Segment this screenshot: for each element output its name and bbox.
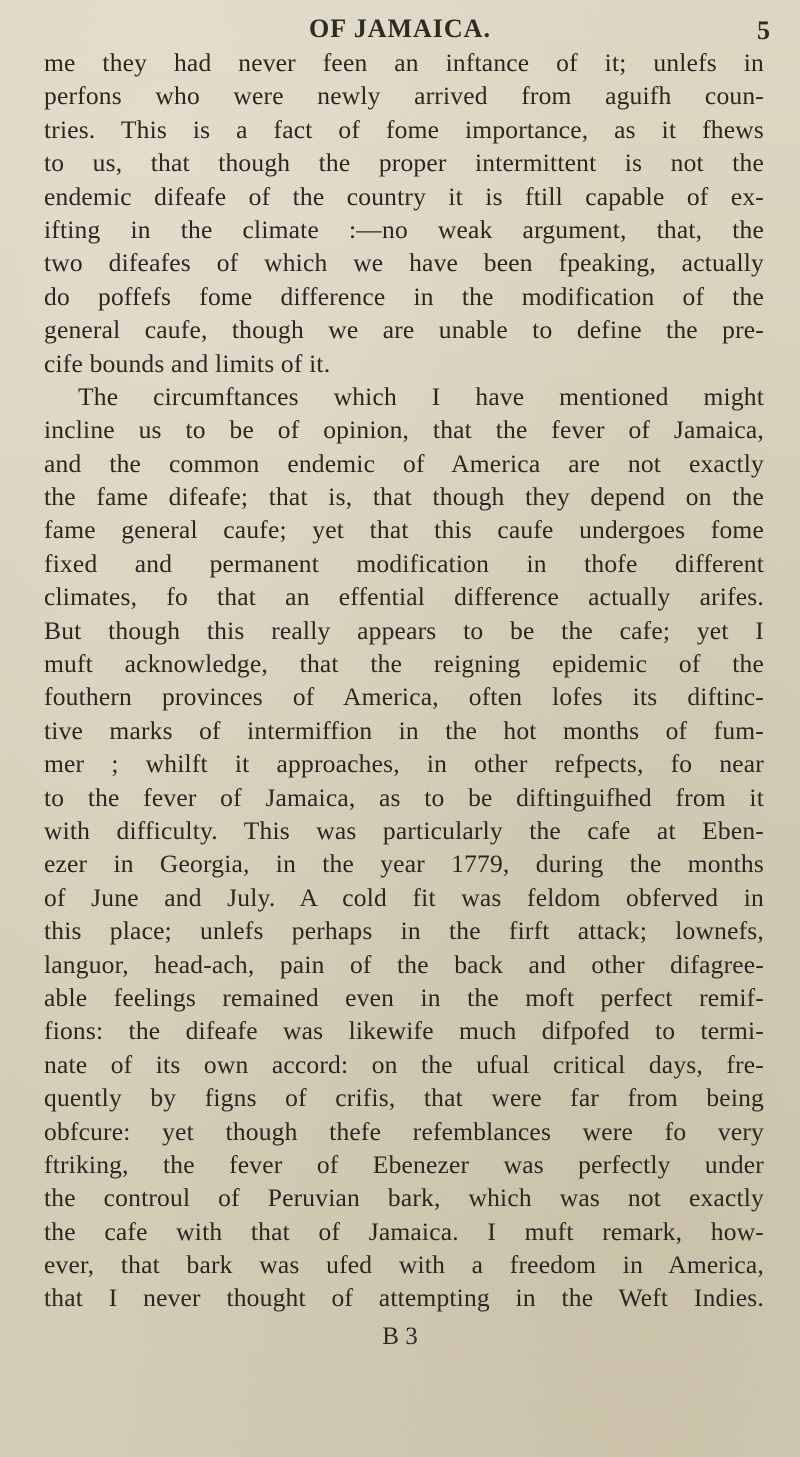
text-line: quently by figns of crifis, that were far from being: [44, 1083, 764, 1113]
text-line: But though this really appears to be the cafe; yet I: [44, 615, 764, 645]
text-line: to us, that though the proper intermittent is not the: [44, 148, 764, 178]
text-line: tries. This is a fact of fome importance, as it fhews: [44, 114, 764, 144]
text-line: fouthern provinces of America, often lofes its diftinc-: [44, 682, 764, 712]
text-line: mer ; whilft it approaches, in other refpects, fo near: [44, 749, 764, 779]
text-line: fions: the difeafe was likewife much difpofed to termi-: [44, 1016, 764, 1046]
page-number: 5: [757, 16, 770, 45]
body-text: [44, 46, 764, 1315]
text-line: that I never thought of attempting in the Weft Indies.: [44, 1283, 764, 1313]
text-line: ezer in Georgia, in the year 1779, during the months: [44, 849, 764, 879]
text-line: obfcure: yet though thefe refemblances were fo very: [44, 1116, 764, 1146]
text-line: fame general caufe; yet that this caufe undergoes fome: [44, 515, 764, 545]
text-line: perfons who were newly arrived from aguifh coun-: [44, 81, 764, 111]
text-line: of June and July. A cold fit was feldom obferved in: [44, 882, 764, 912]
text-line: ftriking, the fever of Ebenezer was perfectly under: [44, 1149, 764, 1179]
running-title: OF JAMAICA.: [309, 14, 491, 43]
page-header: [0, 14, 800, 50]
text-line: able feelings remained even in the moft perfect remif-: [44, 982, 764, 1012]
text-line: nate of its own accord: on the ufual critical days, fre-: [44, 1049, 764, 1079]
text-line: to the fever of Jamaica, as to be diftinguifhed from it: [44, 782, 764, 812]
text-line: do poffefs fome difference in the modification of the: [44, 281, 764, 311]
text-line: the controul of Peruvian bark, which was not exactly: [44, 1183, 764, 1213]
text-line: muft acknowledge, that the reigning epidemic of the: [44, 649, 764, 679]
text-line: the cafe with that of Jamaica. I muft remark, how-: [44, 1216, 764, 1246]
text-line: fixed and permanent modification in thofe different: [44, 548, 764, 578]
text-line: this place; unlefs perhaps in the firft attack; lownefs,: [44, 916, 764, 946]
text-line: tive marks of intermiffion in the hot months of fum-: [44, 715, 764, 745]
text-line: general caufe, though we are unable to define the pre-: [44, 315, 764, 345]
text-line: the fame difeafe; that is, that though they depend on the: [44, 482, 764, 512]
text-line: ifting in the climate :—no weak argument, that, the: [44, 214, 764, 244]
text-line: two difeafes of which we have been fpeaking, actually: [44, 248, 764, 278]
paragraph-start-line: The circumftances which I have mentioned might: [78, 381, 764, 411]
text-line: me they had never feen an inftance of it; unlefs in: [44, 48, 764, 77]
text-line: languor, head-ach, pain of the back and other difagree-: [44, 949, 764, 979]
text-line: incline us to be of opinion, that the fever of Jamaica,: [44, 415, 764, 445]
text-line: with difficulty. This was particularly the cafe at Eben-: [44, 815, 764, 845]
signature-mark: B 3: [382, 1323, 418, 1350]
text-line: endemic difeafe of the country it is ftill capable of ex-: [44, 181, 764, 211]
text-line: ever, that bark was ufed with a freedom in America,: [44, 1250, 764, 1280]
text-line: and the common endemic of America are not exactly: [44, 448, 764, 478]
text-line: cife bounds and limits of it.: [44, 348, 331, 378]
text-line: climates, fo that an effential difference actually arifes.: [44, 582, 764, 612]
